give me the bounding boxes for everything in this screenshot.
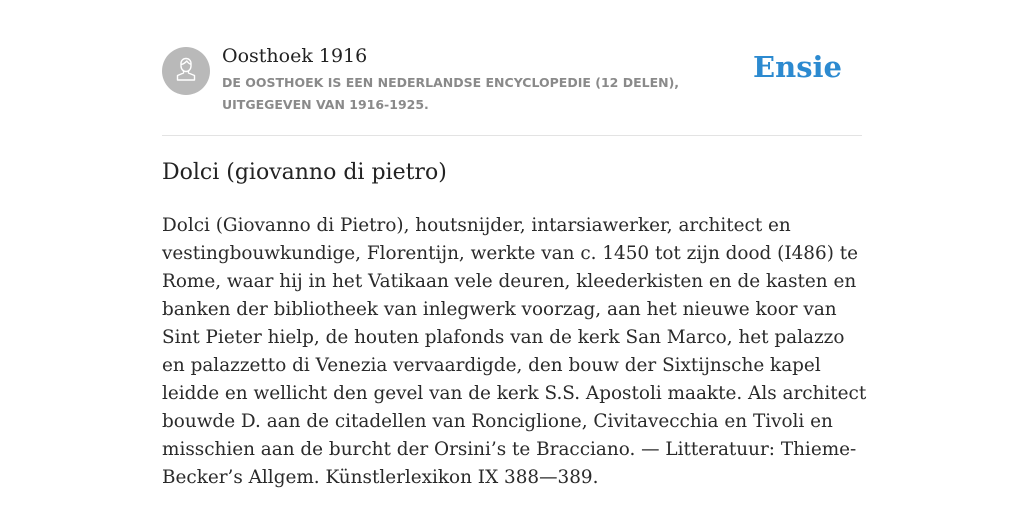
article-card bbox=[162, 0, 867, 488]
source-title[interactable]: Oosthoek 1916 bbox=[222, 45, 368, 67]
article-title: Dolci (giovanno di pietro) bbox=[162, 160, 447, 185]
article-body: Dolci (Giovanno di Pietro), houtsnijder, intarsiawerker, architect en vestingbouwkundige, Florentijn, werkte van c. 1450 tot zijn dood (I486) te Rome, waar hij in het Vatikaan vele deuren, kleederkisten en de kasten en banken der bibliotheek van inlegwerk voorzag, aan het nieuwe koor van Sint Pieter hielp, de houten plafonds van de kerk San Marco, het palazzo en palazzetto di Venezia vervaardigde, den bouw der Sixtijnsche kapel leidde en wellicht den gevel van de kerk S.S. Apostoli maakte. Als architect bouwde D. aan de citadellen van Ronciglione, Civitavecchia en Tivoli en misschien aan de burcht der Orsini’s te Bracciano. — Litteratuur: Thieme-Becker’s Allgem. Künstlerlexikon IX 388—389. bbox=[162, 215, 867, 488]
source-description: DE OOSTHOEK IS EEN NEDERLANDSE ENCYCLOPEDIE (12 DELEN), UITGEGEVEN VAN 1916-1925. bbox=[222, 75, 680, 112]
source-header bbox=[162, 0, 862, 136]
source-avatar[interactable] bbox=[162, 47, 210, 95]
ensie-logo[interactable]: Ensie bbox=[753, 50, 842, 84]
user-icon bbox=[171, 54, 201, 89]
